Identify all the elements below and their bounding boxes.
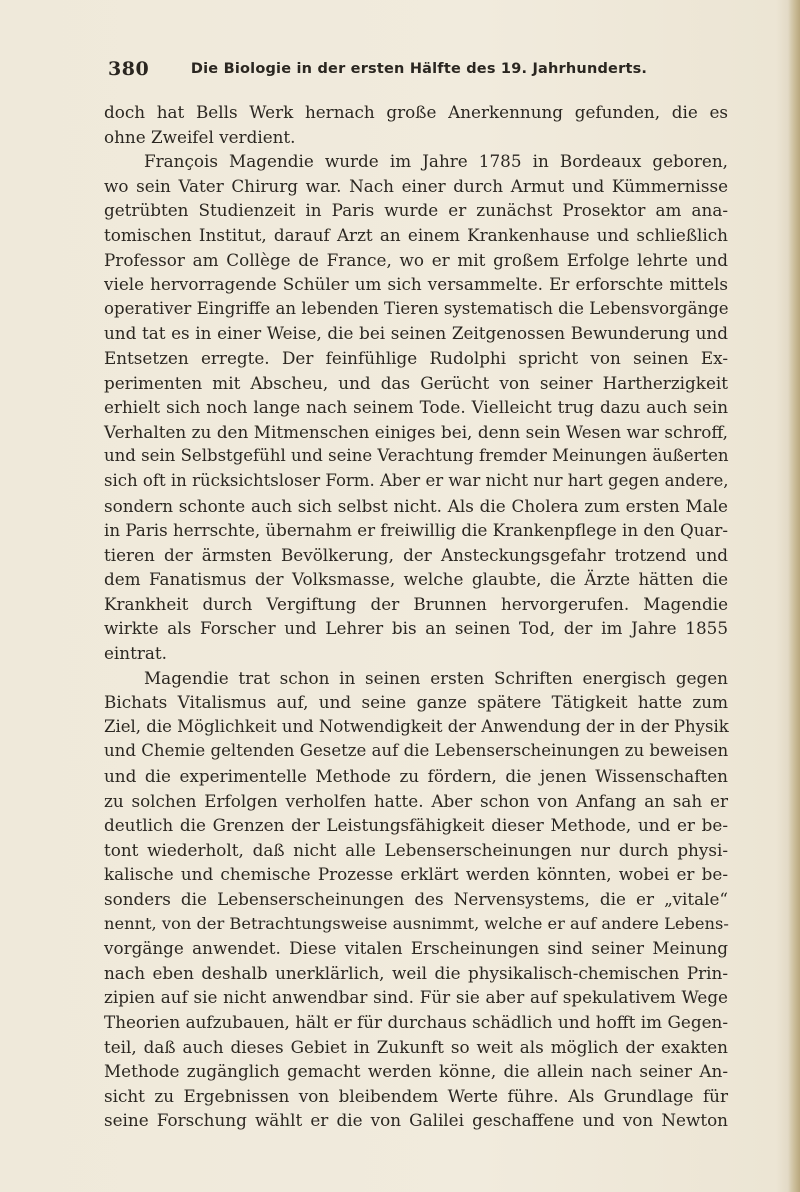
text-line: wo sein Vater Chirurg war. Nach einer durch Armut und Kümmernisse — [104, 175, 728, 196]
text-line: Methode zugänglich gemacht werden könne, die allein nach seiner An- — [104, 1061, 728, 1082]
text-line: zu solchen Erfolgen verholfen hatte. Aber schon von Anfang an sah er — [104, 790, 728, 811]
text-line: Entsetzen erregte. Der feinfühlige Rudolphi spricht von seinen Ex- — [104, 347, 728, 368]
text-line: dem Fanatismus der Volksmasse, welche glaubte, die Ärzte hätten die — [104, 569, 728, 590]
text-line: operativer Eingriffe an lebenden Tieren systematisch die Lebensvorgänge — [104, 298, 729, 318]
text-line: erhielt sich noch lange nach seinem Tode. Vielleicht trug dazu auch sein — [104, 397, 728, 418]
text-line: seine Forschung wählt er die von Galilei geschaffene und von Newton — [104, 1110, 728, 1131]
text-line: ohne Zweifel verdient. — [104, 126, 296, 147]
body-text — [104, 100, 728, 1133]
text-line: Ziel, die Möglichkeit und Notwendigkeit der Anwendung der in der Physik — [104, 716, 729, 736]
text-line: nennt, von der Betrachtungsweise ausnimmt, welche er auf andere Lebens- — [104, 913, 729, 933]
text-line: viele hervorragende Schüler um sich versammelte. Er erforschte mittels — [104, 274, 728, 295]
text-line: François Magendie wurde im Jahre 1785 in Bordeaux geboren, — [144, 151, 728, 172]
text-line: Bichats Vitalismus auf, und seine ganze spätere Tätigkeit hatte zum — [104, 692, 728, 713]
text-line: in Paris herrschte, übernahm er freiwillig die Krankenpflege in den Quar- — [104, 520, 729, 541]
text-line: deutlich die Grenzen der Leistungsfähigkeit dieser Methode, und er be- — [104, 815, 728, 836]
text-line: tomischen Institut, darauf Arzt an einem Krankenhause und schließlich — [104, 224, 728, 245]
text-line: zipien auf sie nicht anwendbar sind. Für sie aber auf spekulativem Wege — [104, 987, 728, 1008]
text-line: Professor am Collège de France, wo er mit großem Erfolge lehrte und — [104, 249, 728, 270]
text-line: sicht zu Ergebnissen von bleibendem Werte führe. Als Grundlage für — [104, 1085, 728, 1106]
page-header — [108, 58, 730, 84]
text-line: nach eben deshalb unerklärlich, weil die physikalisch-chemischen Prin- — [104, 962, 728, 983]
text-line: getrübten Studienzeit in Paris wurde er zunächst Prosektor am ana- — [104, 200, 728, 221]
page-number: 380 — [108, 58, 150, 80]
text-line: perimenten mit Abscheu, und das Gerücht von seiner Hartherzigkeit — [104, 372, 728, 393]
text-line: sonders die Lebenserscheinungen des Nervensystems, die er „vitale“ — [104, 889, 728, 909]
text-line: Magendie trat schon in seinen ersten Schriften energisch gegen — [144, 667, 728, 688]
text-line: Krankheit durch Vergiftung der Brunnen hervorgerufen. Magendie — [104, 593, 728, 614]
text-line: kalische und chemische Prozesse erklärt werden könnten, wobei er be- — [104, 864, 728, 885]
text-line: sondern schonte auch sich selbst nicht. Als die Cholera zum ersten Male — [104, 495, 728, 516]
text-line: tieren der ärmsten Bevölkerung, der Ansteckungsgefahr trotzend und — [104, 544, 728, 565]
text-line: und tat es in einer Weise, die bei seinen Zeitgenossen Bewunderung und — [104, 323, 728, 344]
text-line: vorgänge anwendet. Diese vitalen Erscheinungen sind seiner Meinung — [104, 938, 728, 959]
text-line: Verhalten zu den Mitmenschen einiges bei, denn sein Wesen war schroff, — [104, 421, 728, 442]
text-line: eintrat. — [104, 643, 167, 664]
text-line: und sein Selbstgefühl und seine Verachtung fremder Meinungen äußerten — [104, 446, 729, 466]
text-line: doch hat Bells Werk hernach große Anerkennung gefunden, die es — [104, 102, 728, 122]
text-line: sich oft in rücksichtsloser Form. Aber er war nicht nur hart gegen andere, — [104, 470, 729, 490]
text-line: und Chemie geltenden Gesetze auf die Lebenserscheinungen zu beweisen — [104, 741, 729, 761]
page-edge — [788, 0, 800, 1192]
text-line: Theorien aufzubauen, hält er für durchaus schädlich und hofft im Gegen- — [104, 1011, 728, 1032]
running-title: Die Biologie in der ersten Hälfte des 19. Jahrhunderts. — [190, 61, 648, 77]
text-line: wirkte als Forscher und Lehrer bis an seinen Tod, der im Jahre 1855 — [104, 618, 728, 639]
text-line: tont wiederholt, daß nicht alle Lebenserscheinungen nur durch physi- — [104, 839, 728, 860]
text-line: und die experimentelle Methode zu fördern, die jenen Wissenschaften — [104, 766, 728, 787]
text-line: teil, daß auch dieses Gebiet in Zukunft so weit als möglich der exakten — [104, 1036, 728, 1057]
